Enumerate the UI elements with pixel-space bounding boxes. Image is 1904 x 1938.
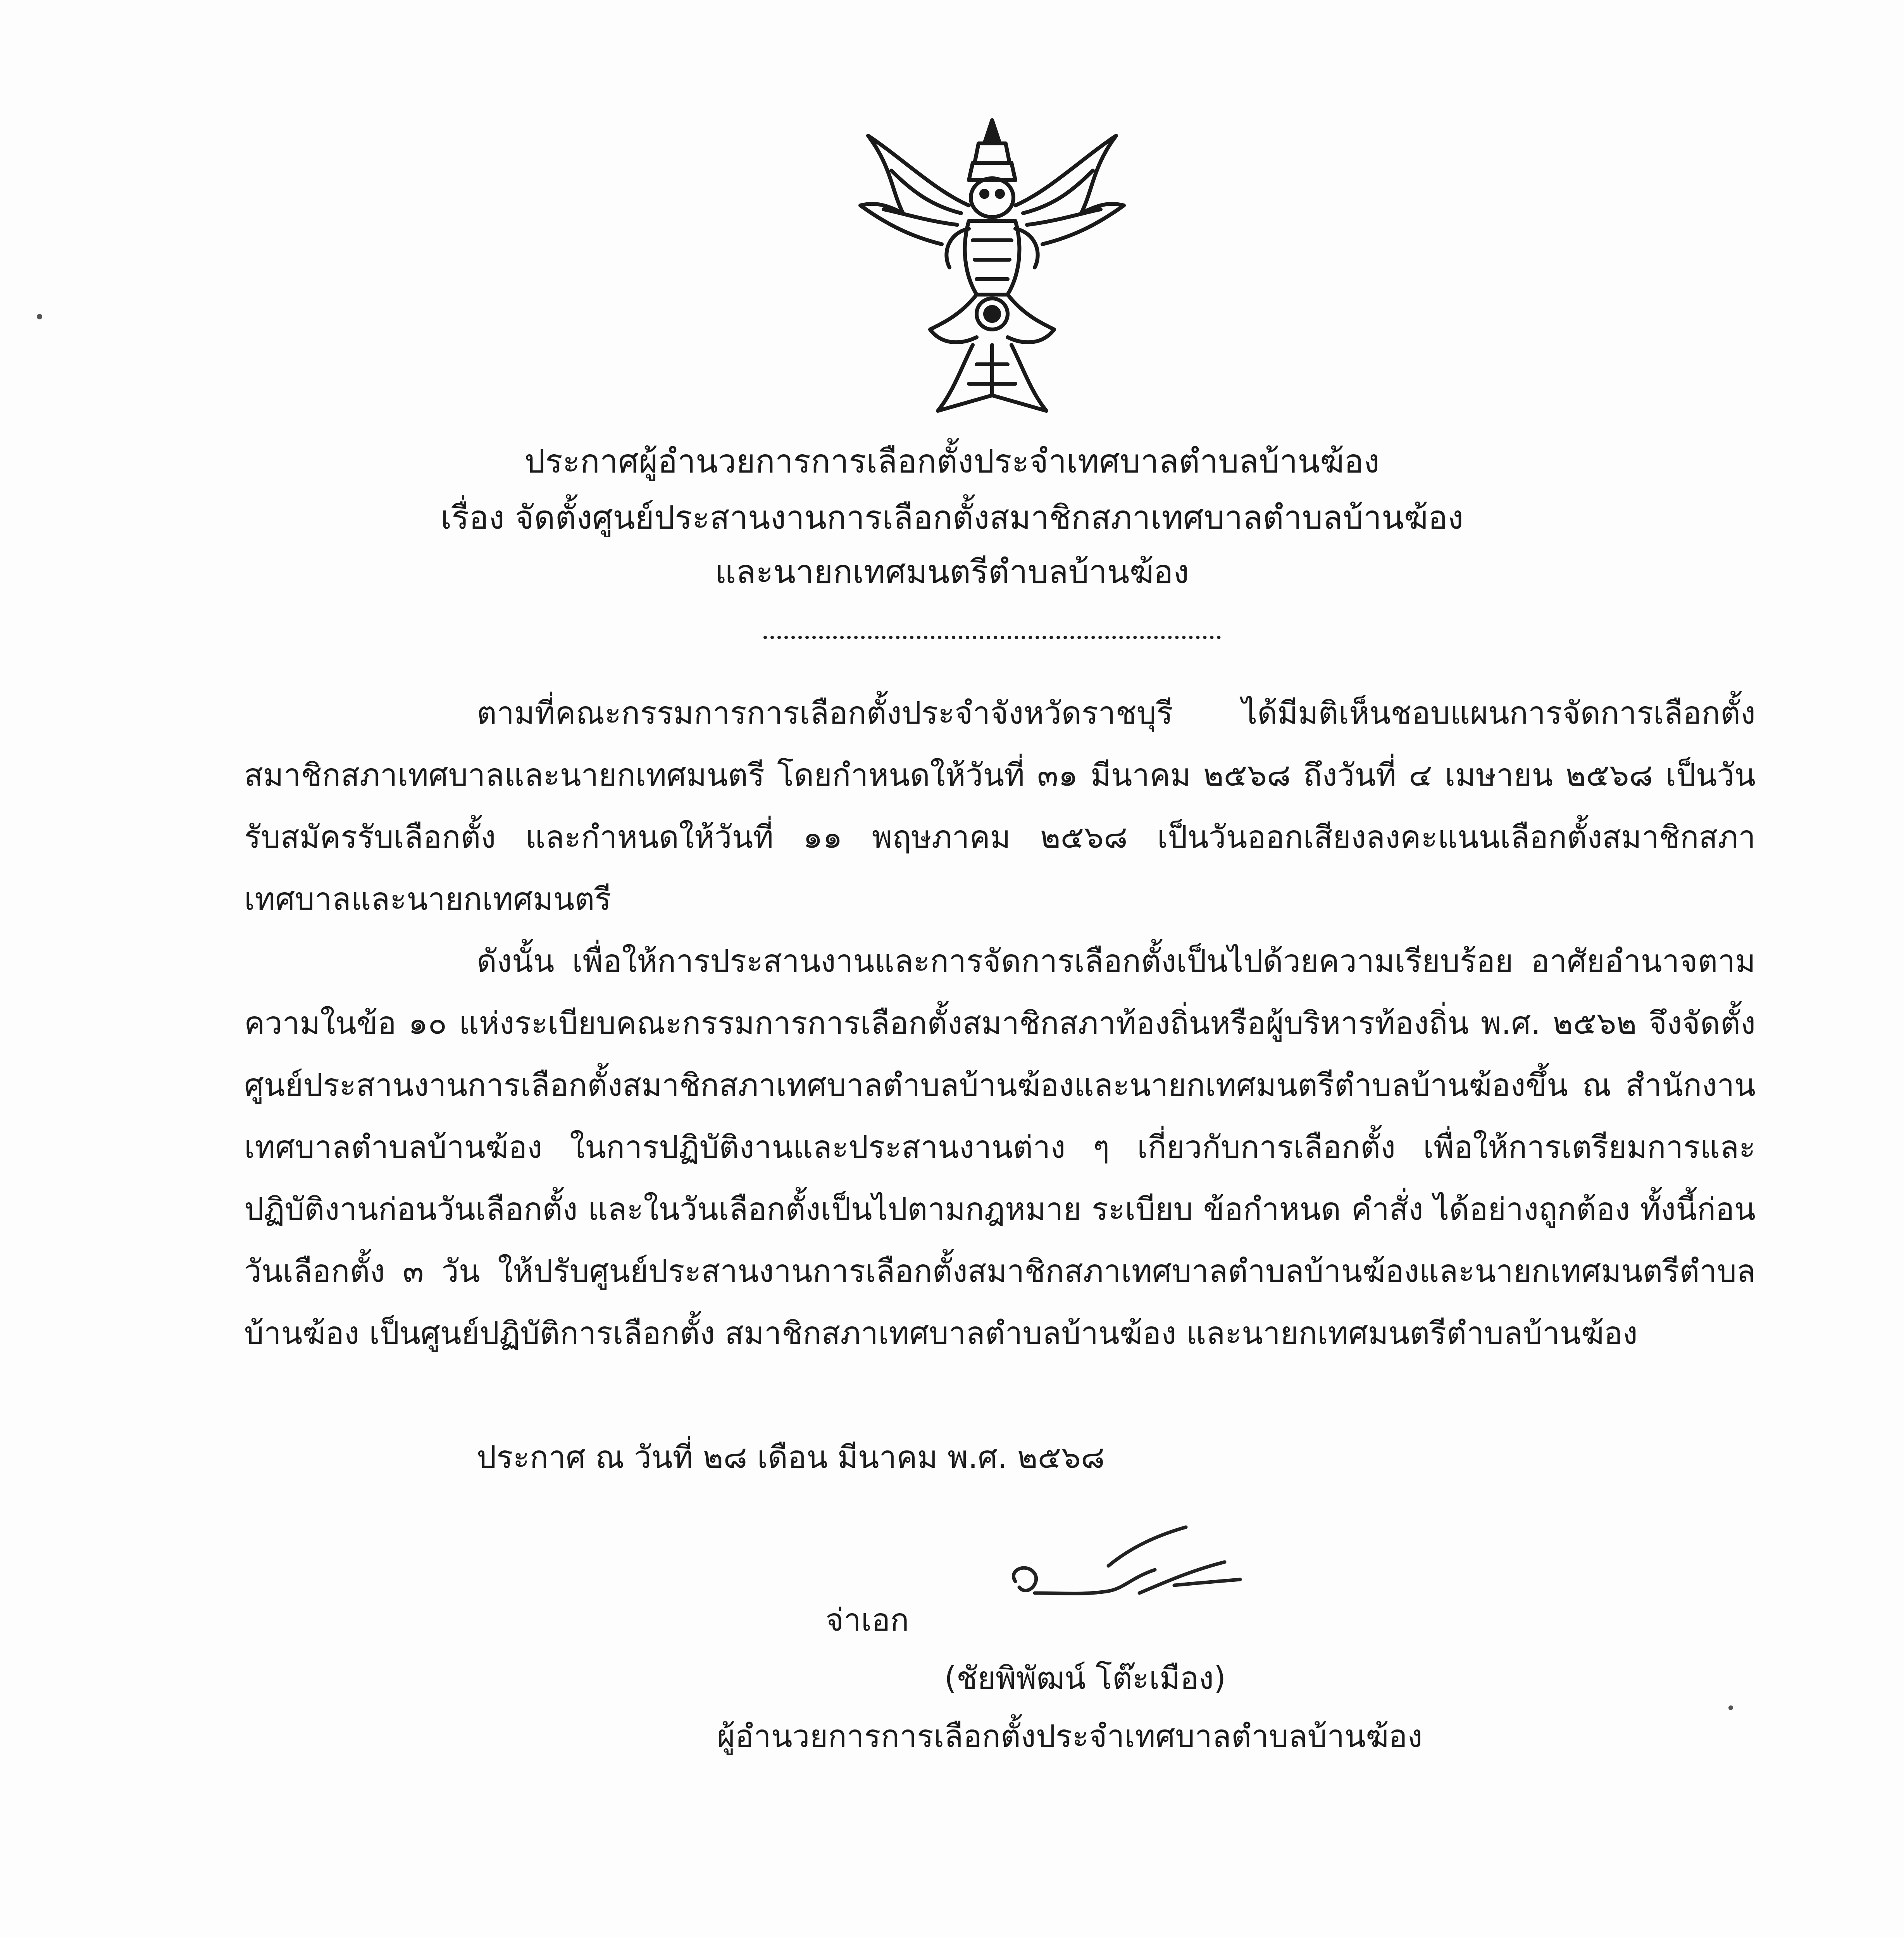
dotted-divider	[763, 636, 1221, 639]
announcement-subject: เรื่อง จัดตั้งศูนย์ประสานงานการเลือกตั้งสมาชิกสภาเทศบาลตำบลบ้านฆ้อง	[440, 498, 1464, 536]
announcement-subject-continued: และนายกเทศมนตรีตำบลบ้านฆ้อง	[715, 553, 1189, 591]
announcement-title: ประกาศผู้อำนวยการการเลือกตั้งประจำเทศบาลตำบลบ้านฆ้อง	[524, 442, 1380, 480]
signer-rank: จ่าเอก	[825, 1602, 909, 1638]
signer-name: (ชัยพิพัฒน์ โต๊ะเมือง)	[944, 1660, 1226, 1696]
paper-speck	[37, 314, 42, 319]
body-paragraph-2: ดังนั้น เพื่อให้การประสานงานและการจัดการเลือกตั้งเป็นไปด้วยความเรียบร้อย อาศัยอำนาจตามความในข้อ ๑๐ แห่งระเบียบคณะกรรมการการเลือกตั้งสมาชิกสภาท้องถิ่นหรือผู้บริหารท้องถิ่น พ.ศ. ๒๕๖๒ จึงจัดตั้งศูนย์ประสานงานการเลือกตั้งสมาชิกสภาเทศบาลตำบลบ้านฆ้องและนายกเทศมนตรีตำบลบ้านฆ้องขึ้น ณ สำนักงานเทศบาลตำบลบ้านฆ้อง ในการปฏิบัติงานและประสานงานต่าง ๆ เกี่ยวกับการเลือกตั้ง เพื่อให้การเตรียมการและปฏิบัติงานก่อนวันเลือกตั้ง และในวันเลือกตั้งเป็นไปตามกฎหมาย ระเบียบ ข้อกำหนด คำสั่ง ได้อย่างถูกต้อง ทั้งนี้ก่อนวันเลือกตั้ง ๓ วัน ให้ปรับศูนย์ประสานงานการเลือกตั้งสมาชิกสภาเทศบาลตำบลบ้านฆ้องและนายกเทศมนตรีตำบลบ้านฆ้อง เป็นศูนย์ปฏิบัติการเลือกตั้ง สมาชิกสภาเทศบาลตำบลบ้านฆ้อง และนายกเทศมนตรีตำบลบ้านฆ้อง	[244, 943, 1756, 1351]
signature-icon	[992, 1504, 1263, 1628]
body-paragraph-1: ตามที่คณะกรรมการการเลือกตั้งประจำจังหวัดราชบุรี ได้มีมติเห็นชอบแผนการจัดการเลือกตั้งสมาชิกสภาเทศบาลและนายกเทศมนตรี โดยกำหนดให้วันที่ ๓๑ มีนาคม ๒๕๖๘ ถึงวันที่ ๔ เมษายน ๒๕๖๘ เป็นวันรับสมัครรับเลือกตั้ง และกำหนดให้วันที่ ๑๑ พฤษภาคม ๒๕๖๘ เป็นวันออกเสียงลงคะแนนเลือกตั้งสมาชิกสภาเทศบาลและนายกเทศมนตรี	[244, 695, 1756, 917]
signer-position: ผู้อำนวยการการเลือกตั้งประจำเทศบาลตำบลบ้านฆ้อง	[717, 1718, 1423, 1754]
garuda-emblem-icon	[845, 112, 1139, 422]
announcement-date: ประกาศ ณ วันที่ ๒๘ เดือน มีนาคม พ.ศ. ๒๕๖๘	[477, 1439, 1105, 1475]
paper-speck	[1728, 1705, 1733, 1710]
